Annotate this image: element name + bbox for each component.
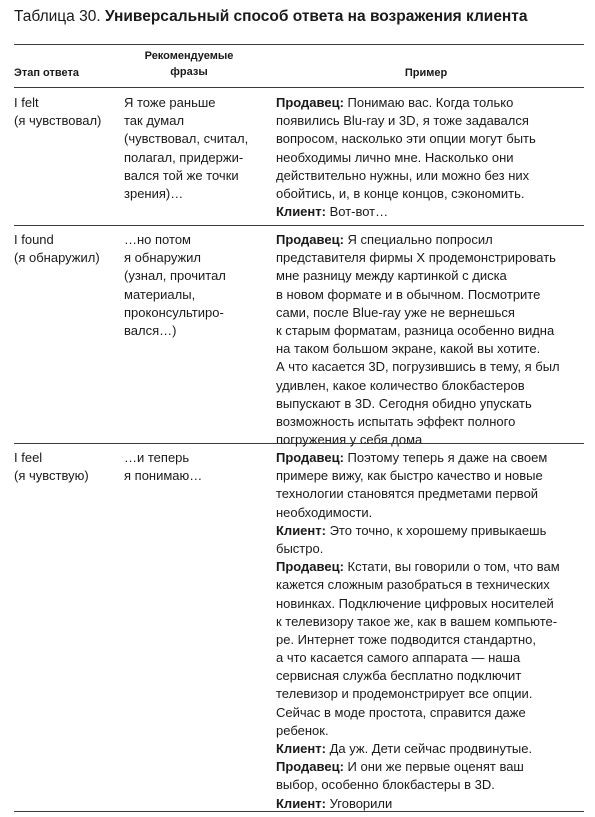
example-text: Вот-вот…	[325, 204, 389, 220]
example-line	[276, 522, 560, 540]
example-line: к старым форматам, разница особенно видна	[276, 322, 555, 338]
speaker-label: Клиент:	[276, 204, 326, 220]
row-divider	[14, 443, 584, 444]
phrase-line: полагал, придержи-	[124, 149, 244, 165]
example-line: вопросом, насколько эти опции могут быть	[276, 131, 536, 147]
phrase-line: Я тоже раньше	[124, 95, 216, 110]
row-3-phrases	[124, 449, 202, 485]
stage-line: (я чувствовал)	[14, 113, 102, 129]
phrase-line: вался той же точки	[124, 167, 239, 183]
example-line: кажется сложным разобраться в технических	[276, 577, 550, 593]
example-line: на таком большом экране, какой вы хотите.	[276, 341, 541, 357]
example-text: Да уж. Дети сейчас продвинутые.	[325, 741, 533, 756]
speaker-label: Клиент:	[276, 522, 326, 538]
example-line: представителя фирмы X продемонстрировать	[276, 250, 556, 266]
example-line: удивлен, какое количество блокбастеров	[276, 377, 525, 393]
example-text: Это точно, к хорошему привыкаешь	[325, 522, 547, 538]
table-bottom-rule	[14, 811, 584, 812]
speaker-label: Продавец:	[276, 759, 344, 775]
example-text: Поэтому теперь я даже на своем	[343, 450, 548, 465]
example-line: ре. Интернет тоже подводится стандартно,	[276, 631, 536, 647]
example-line: новинках. Подключение цифровых носителей	[276, 595, 554, 611]
row-2-stage	[14, 231, 100, 267]
header-phrases-line: фразы	[170, 66, 208, 78]
example-line: А что касается 3D, погрузившись в тему, я был	[276, 359, 560, 375]
example-line: выбор, особенно блокбастеры в 3D.	[276, 777, 495, 793]
example-line	[276, 758, 560, 776]
example-line	[276, 231, 560, 249]
caption-title: Универсальный способ ответа на возражения клиента	[104, 8, 528, 25]
example-line	[276, 94, 536, 112]
example-text: Я специально попросил	[343, 232, 493, 247]
header-bottom-rule	[14, 87, 584, 88]
table-top-rule	[14, 44, 584, 45]
phrase-line: вался…)	[124, 322, 177, 338]
phrase-line: я понимаю…	[124, 468, 203, 484]
example-line	[276, 740, 560, 758]
stage-line: (я обнаружил)	[14, 250, 100, 266]
speaker-label: Клиент:	[276, 795, 326, 811]
row-3-example	[276, 449, 560, 813]
example-line: сервисная служба бесплатно подключит	[276, 668, 522, 684]
phrase-line: я обнаружил	[124, 250, 202, 266]
caption-number: Таблица 30.	[14, 8, 105, 25]
phrase-line: так думал	[124, 113, 185, 129]
example-line: Сейчас в моде простота, справится даже	[276, 704, 526, 720]
example-text: Кстати, вы говорили о том, что вам	[343, 559, 560, 575]
table-caption	[14, 6, 589, 28]
example-line: а что касается самого аппарата — наша	[276, 650, 521, 666]
example-line: в новом формате и в обычном. Посмотрите	[276, 286, 541, 302]
example-line	[276, 449, 560, 467]
stage-line: I feel	[14, 450, 43, 465]
example-line: необходимы лично мне. Насколько они	[276, 149, 514, 165]
example-line: выпускают в 3D. Сегодня обидно упускать	[276, 395, 532, 411]
speaker-label: Клиент:	[276, 741, 326, 756]
example-line: сами, после Blue-ray уже не вернешься	[276, 304, 515, 320]
example-line: возможность испытать эффект полного	[276, 413, 516, 429]
phrase-line: материалы,	[124, 286, 196, 302]
row-1-phrases	[124, 94, 248, 203]
header-stage	[14, 65, 94, 81]
example-line: к телевизору такое же, как в вашем компьюте-	[276, 613, 558, 629]
row-2-phrases	[124, 231, 226, 340]
example-line: обойтись, и, в конце концов, сэкономить.	[276, 185, 525, 201]
example-text: Понимаю вас. Когда только	[343, 95, 514, 110]
header-phrases-line: Рекомендуемые	[144, 50, 234, 62]
example-line: телевизор и продемонстрирует все опции.	[276, 686, 533, 702]
example-text: Уговорили	[325, 795, 393, 811]
header-example	[276, 65, 576, 81]
example-line: ребенок.	[276, 722, 329, 738]
example-line: быстро.	[276, 540, 324, 556]
phrase-line: …и теперь	[124, 450, 190, 465]
speaker-label: Продавец:	[276, 450, 344, 465]
stage-line: I found	[14, 232, 54, 247]
example-line: мне разницу между картинкой с диска	[276, 268, 507, 284]
example-line: действительно нужны, или можно без них	[276, 167, 530, 183]
example-text: И они же первые оценят ваш	[343, 759, 524, 775]
header-example-label: Пример	[404, 67, 448, 79]
row-3-stage	[14, 449, 89, 485]
phrase-line: проконсультиро-	[124, 304, 224, 320]
phrase-line: …но потом	[124, 232, 191, 247]
speaker-label: Продавец:	[276, 232, 344, 247]
header-phrases	[124, 48, 254, 80]
row-1-example	[276, 94, 536, 221]
example-line: примере вижу, как быстро качество и новые	[276, 468, 543, 484]
phrase-line: (узнал, прочитал	[124, 268, 226, 284]
example-line	[276, 558, 560, 576]
speaker-label: Продавец:	[276, 559, 344, 575]
phrase-line: (чувствовал, считал,	[124, 131, 249, 147]
example-line: необходимости.	[276, 504, 373, 520]
header-stage-label: Этап ответа	[14, 67, 79, 79]
stage-line: I felt	[14, 95, 39, 110]
row-divider	[14, 225, 584, 226]
row-2-example	[276, 231, 560, 449]
example-line: погружения у себя дома	[276, 432, 423, 448]
example-line: появились Blu-ray и 3D, я тоже задавался	[276, 113, 529, 129]
stage-line: (я чувствую)	[14, 468, 89, 484]
example-line: технологии становятся предметами первой	[276, 486, 539, 502]
row-1-stage	[14, 94, 101, 130]
example-line	[276, 203, 536, 221]
phrase-line: зрения)…	[124, 185, 184, 201]
speaker-label: Продавец:	[276, 95, 344, 110]
